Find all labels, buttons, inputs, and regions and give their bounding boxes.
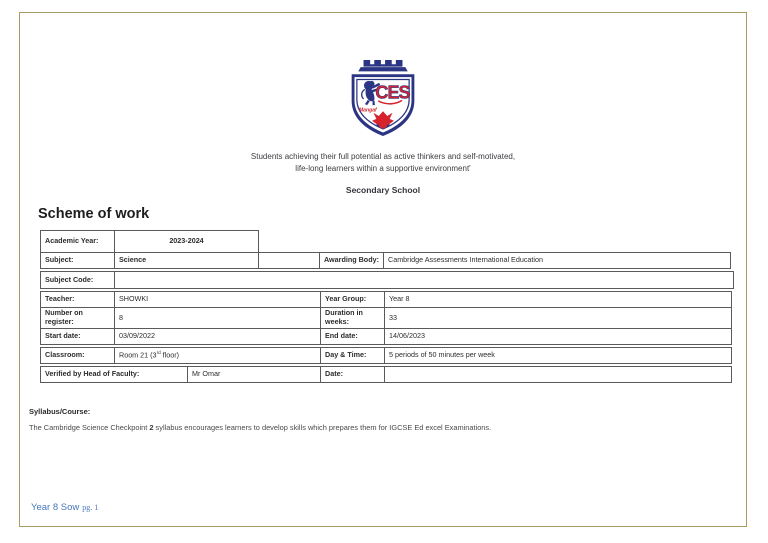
verified-value: Mr Omar [187,366,321,383]
crest-acronym-text: CES [375,82,410,103]
scheme-info-table [40,230,735,383]
crest-city-text: Mangaf [358,107,377,114]
day-time-label: Day & Time: [320,347,385,364]
mission-line-2: life-long learners within a supportive environment' [295,163,471,173]
classroom-text: Room 21 (3rd floor) [119,349,180,360]
register-value: 8 [114,307,321,329]
verified-label: Verified by Head of Faculty: [40,366,188,383]
logo-container [20,58,746,138]
date-value [384,366,732,383]
document-page [19,12,747,527]
awarding-body-label: Awarding Body: [319,252,384,269]
awarding-body-value: Cambridge Assessments International Education [383,252,731,269]
end-date-value: 14/06/2023 [384,328,732,345]
syllabus-heading: Syllabus/Course: [29,407,91,416]
subject-code-label: Subject Code: [40,271,115,289]
academic-year-value: 2023-2024 [114,230,259,253]
classroom-value [114,347,321,364]
duration-label: Duration in weeks: [320,307,385,329]
start-date-value: 03/09/2022 [114,328,321,345]
table-row-subject [40,252,735,269]
page-footer [31,497,98,515]
subject-label: Subject: [40,252,115,269]
year-group-label: Year Group: [320,291,385,308]
table-row-teacher [40,291,735,308]
table-row-academic-year [40,230,735,253]
mission-line-1: Students achieving their full potential as active thinkers and self-motivated, [250,152,516,161]
start-date-label: Start date: [40,328,115,345]
table-row-register [40,307,735,329]
date-label: Date: [320,366,385,383]
classroom-label: Classroom: [40,347,115,364]
table-row-verified [40,366,735,383]
syllabus-description: The Cambridge Science Checkpoint 2 syllabus encourages learners to develop skills which prepares them for IGCSE Ed excel Examinations. [29,423,492,432]
footer-page-number: pg. 1 [82,503,99,512]
footer-doc-label: Year 8 Sow [31,502,80,513]
table-row-classroom [40,347,735,364]
duration-value: 33 [384,307,732,329]
day-time-value: 5 periods of 50 minutes per week [384,347,732,364]
ordinal-superscript: rd [156,349,161,355]
subject-code-value [114,271,734,289]
teacher-value: SHOWKI [114,291,321,308]
table-row-start-date [40,328,735,345]
subject-value: Science [114,252,259,269]
academic-year-label: Academic Year: [40,230,115,253]
mission-statement [20,151,746,174]
crown-icon [358,60,407,71]
page-title: Scheme of work [38,206,150,222]
syllabus-bold-number: 2 [149,423,154,432]
register-label: Number on register: [40,307,115,329]
teacher-label: Teacher: [40,291,115,308]
school-section-heading: Secondary School [345,185,421,195]
spacer-cell [258,252,320,269]
year-group-value: Year 8 [384,291,732,308]
end-date-label: End date: [320,328,385,345]
school-crest-logo [345,58,421,138]
table-row-subject-code [40,271,735,289]
